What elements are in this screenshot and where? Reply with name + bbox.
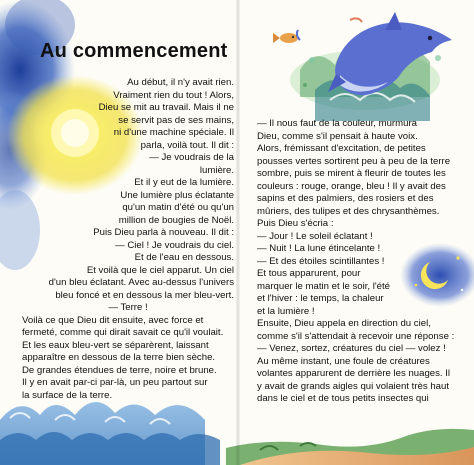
text-line: Voilà ce que Dieu dit ensuite, avec force et <box>22 314 204 326</box>
page-title: Au commencement <box>40 40 228 62</box>
text-line: Et de l'eau en dessous. <box>134 252 234 263</box>
text-line: parla, voilà tout. Il dit : <box>140 139 234 151</box>
text-line: Dieu, comme s'il pensait à haute voix. <box>257 130 418 142</box>
text-line: et la lumière ! <box>257 305 315 317</box>
text-line: Et il y eut de la lumière. <box>134 177 234 188</box>
text-line: marquer le matin et le soir, l'été <box>257 280 391 292</box>
text-line: pousses vertes sortirent peu à peu de la terre <box>257 155 451 167</box>
text-line: Il y en avait par-ci par-là, un peu partout sur <box>22 377 208 388</box>
text-line: — Venez, sortez, créatures du ciel — volez ! <box>257 343 446 354</box>
text-line: million de bougies de Noël. <box>118 214 234 226</box>
text-line: sapins et des palmiers, des rosiers et des <box>257 193 434 204</box>
text-line: couleurs : rouge, orange, bleu ! Il y avait des <box>257 180 446 192</box>
text-line: d'un bleu éclatant. Avec au-dessus l'univers <box>48 277 234 288</box>
text-line: — Nuit ! La lune étincelante ! <box>257 243 381 254</box>
right-column-text <box>257 118 465 406</box>
text-line: — Et des étoiles scintillantes ! <box>257 255 385 267</box>
text-line: Vraiment rien du tout ! Alors, <box>113 89 234 101</box>
text-line: la surface de la terre. <box>22 389 113 401</box>
text-line: fermeté, comme qui dirait savait ce qu'il voulait. <box>22 327 224 338</box>
text-line: Alors, frémissant d'excitation, de petites <box>257 143 426 154</box>
text-line: — Ciel ! Je voudrais du ciel. <box>115 239 234 251</box>
text-line: Puis Dieu parla à nouveau. Il dit : <box>93 227 234 238</box>
text-line: lumière. <box>199 164 234 176</box>
text-line: Ensuite, Dieu appela en direction du ciel, <box>257 318 431 329</box>
text-line: et l'hiver : le temps, la chaleur <box>257 293 384 304</box>
text-line: dans le ciel et de tous petits insectes qui <box>257 393 429 404</box>
text-line: volantes apparurent de derrière les nuages. Il <box>257 368 451 379</box>
page-fold <box>236 0 240 465</box>
text-line: bleu foncé et en dessous la mer bleu-vert. <box>55 289 234 301</box>
text-line: — Terre ! <box>108 302 148 313</box>
text-line: Au même instant, une foule de créatures <box>257 355 430 367</box>
text-line: Une lumière plus éclatante <box>120 189 234 201</box>
text-line: ni d'une machine spéciale. Il <box>113 127 234 138</box>
text-line: mûriers, des tulipes et des chrysanthèmes. <box>257 205 440 217</box>
text-line: Puis Dieu s'écria : <box>257 218 334 229</box>
text-line: Et les eaux bleu-vert se séparèrent, laissant <box>22 339 209 351</box>
text-line: comme s'il s'attendait à recevoir une réponse : <box>257 330 455 342</box>
text-line: qu'un matin d'été ou qu'un <box>122 202 234 213</box>
text-line: apparaître en dessous de la terre bien sèche. <box>22 352 216 363</box>
text-line: Et voilà que le ciel apparut. Un ciel <box>86 264 234 276</box>
text-line: — Je voudrais de la <box>149 152 234 163</box>
text-line: sombre, puis se mirent à fleurir de toutes les <box>257 168 446 179</box>
text-line: Au début, il n'y avait rien. <box>127 77 234 88</box>
text-line: se servit pas de ses mains, <box>118 114 234 126</box>
text-line: — Il nous faut de la couleur, murmura <box>257 118 417 129</box>
text-line: De grandes étendues de terre, noire et brune. <box>22 364 217 376</box>
fish-illustration <box>273 18 362 43</box>
text-line: Et tous apparurent, pour <box>257 268 361 279</box>
text-line: — Jour ! Le soleil éclatant ! <box>257 230 373 242</box>
text-line: Dieu se mit au travail. Mais il ne <box>98 102 234 113</box>
left-column-text <box>22 77 234 402</box>
text-line: y avait de grands aigles qui volaient très haut <box>257 380 449 392</box>
